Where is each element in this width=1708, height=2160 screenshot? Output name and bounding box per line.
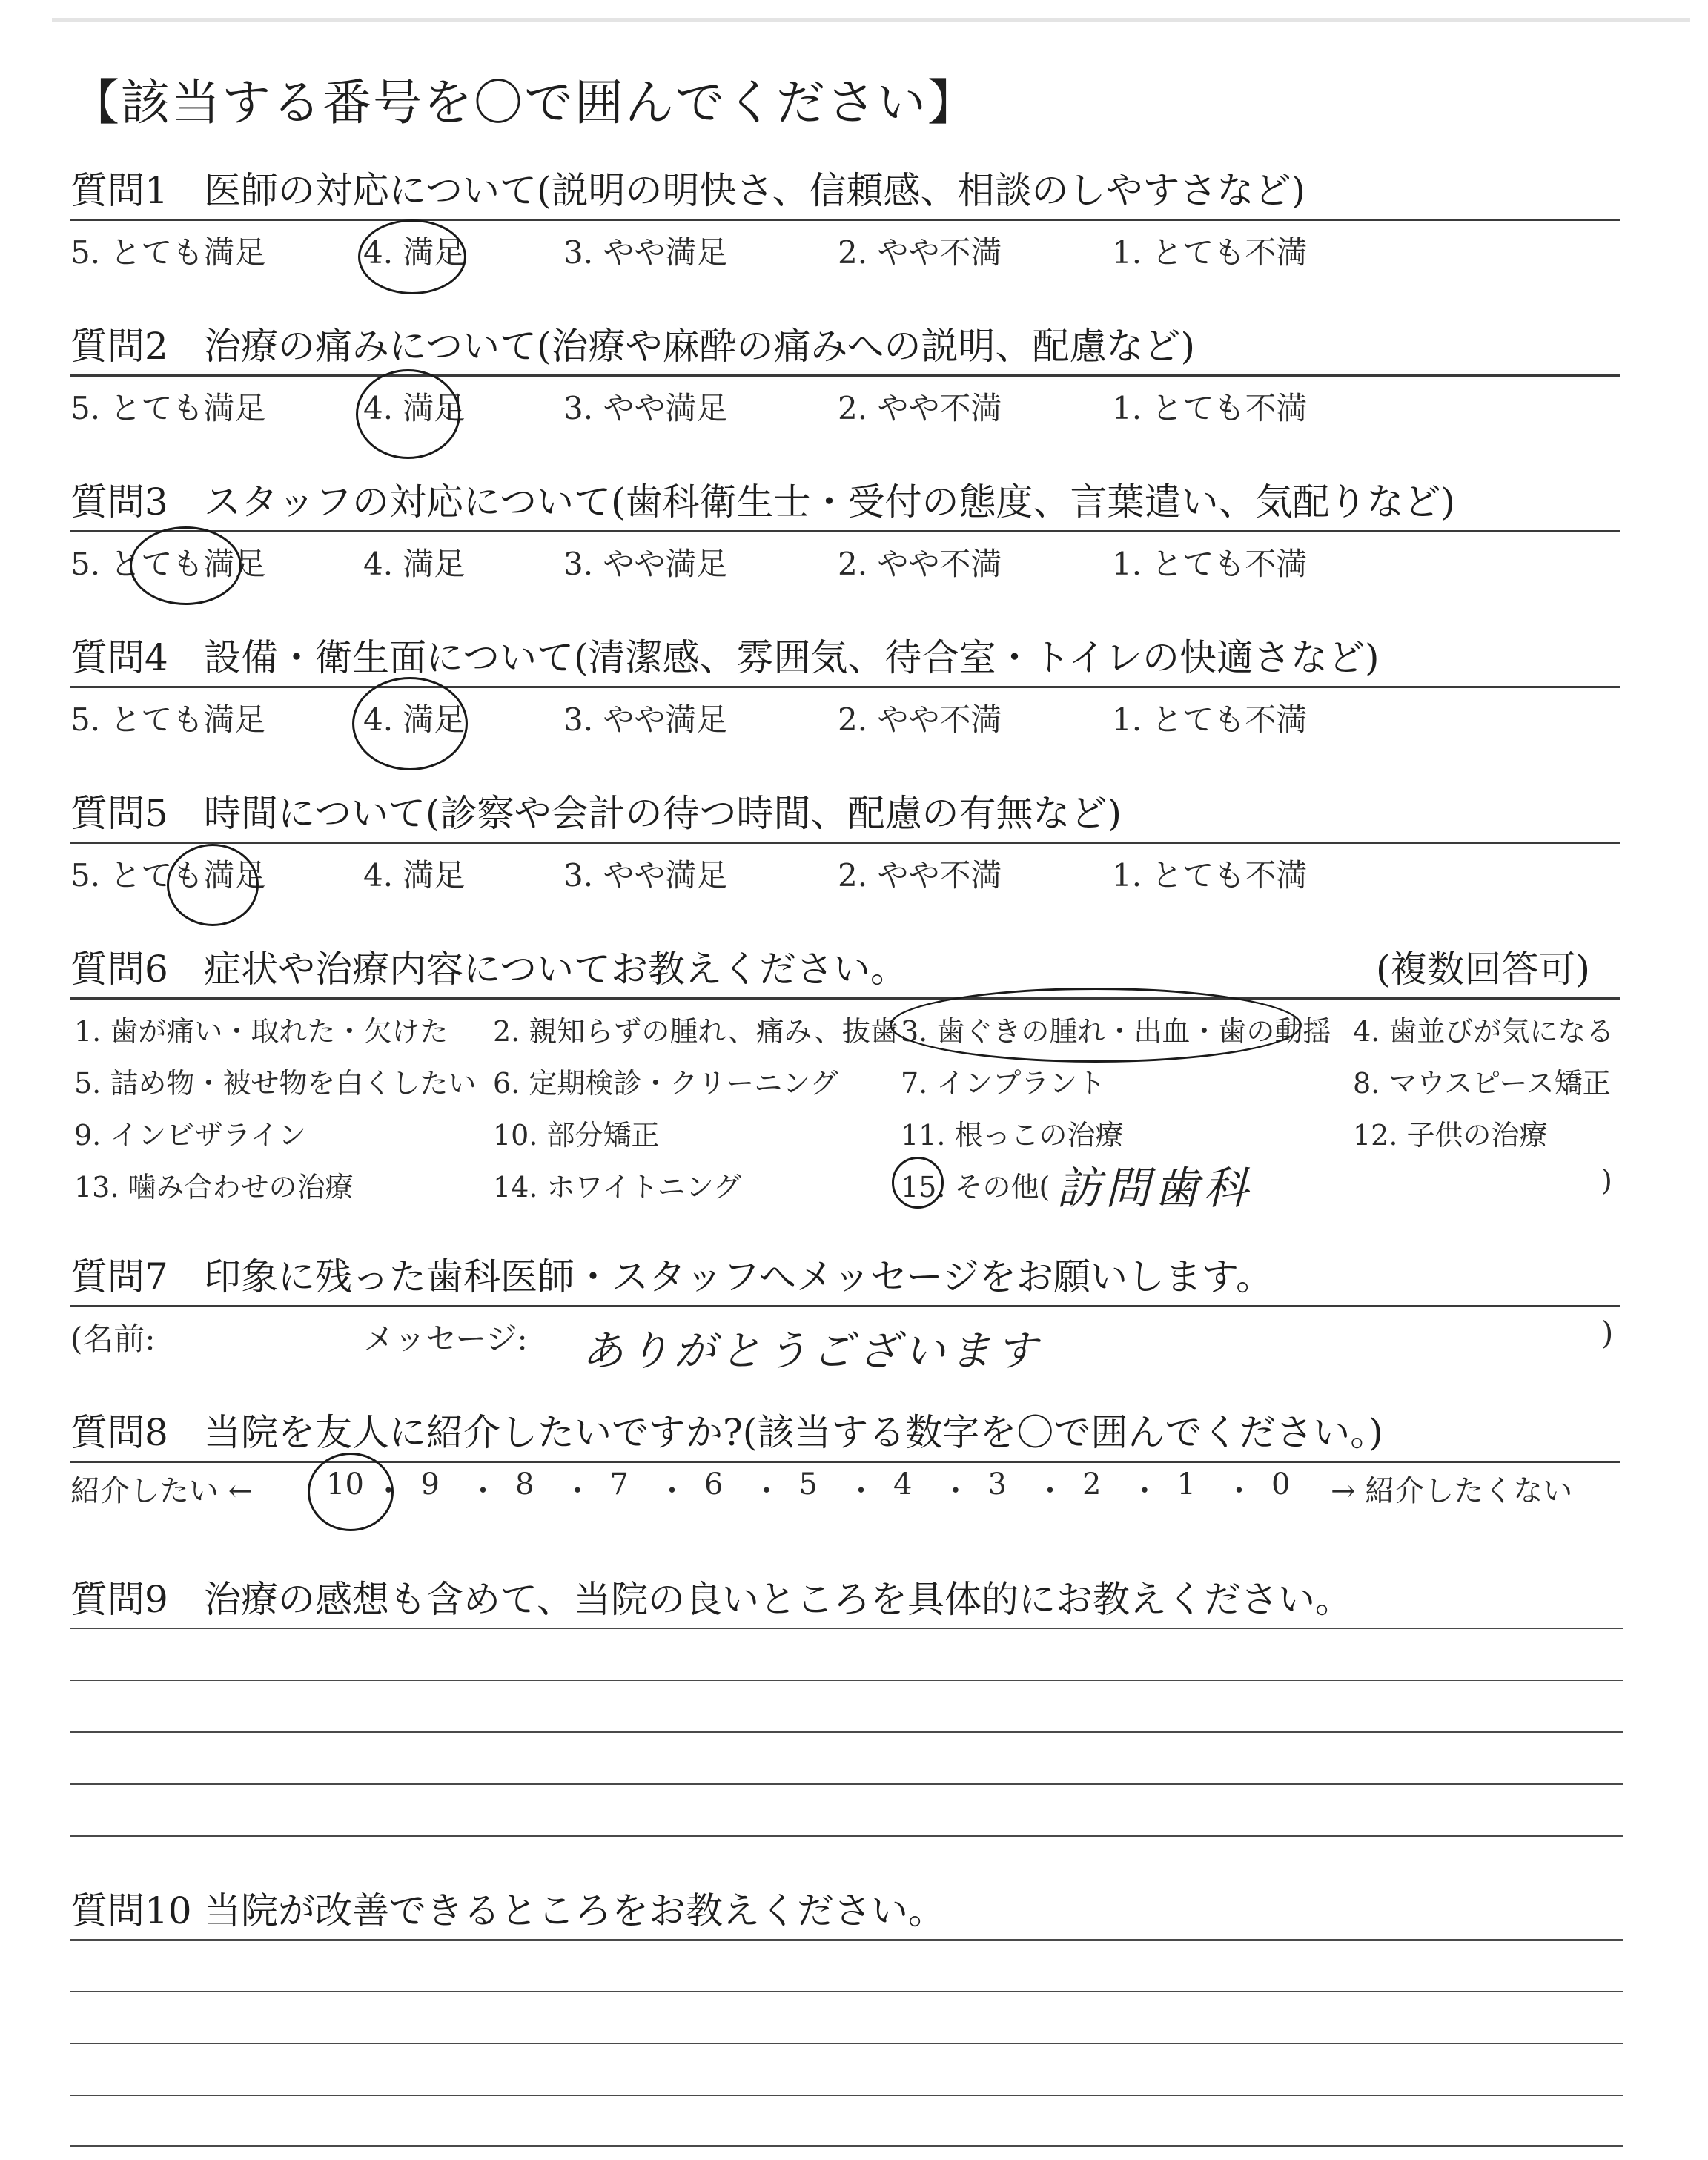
question-4 <box>70 634 1620 740</box>
answer-line[interactable] <box>70 2043 1623 2044</box>
other-close-paren: ) <box>1601 1164 1612 1197</box>
question-number: 質問9 <box>70 1578 168 1621</box>
answer-line[interactable] <box>70 1939 1623 1941</box>
option-5[interactable]: 5. とても満足 <box>70 546 266 582</box>
symptom-option-4[interactable]: 4. 歯並びが気になる <box>1353 1015 1615 1048</box>
message-row <box>70 1315 1620 1381</box>
question-title: 当院が改善できるところをお教えください。 <box>204 1889 945 1932</box>
option-4[interactable]: 4. 満足 <box>363 234 466 271</box>
option-2[interactable]: 2. やや不満 <box>838 701 1002 738</box>
scale-separator: ・ <box>1035 1474 1065 1508</box>
scale-left-label: 紹介したい ← <box>70 1474 254 1508</box>
option-2[interactable]: 2. やや不満 <box>838 857 1002 894</box>
scale-separator: ・ <box>1224 1474 1254 1508</box>
question-number: 質問10 <box>70 1889 192 1932</box>
question-3 <box>70 478 1620 584</box>
scale-separator: ・ <box>846 1474 876 1508</box>
message-label: メッセージ: <box>363 1321 528 1357</box>
option-5[interactable]: 5. とても満足 <box>70 857 266 894</box>
option-5[interactable]: 5. とても満足 <box>70 390 266 426</box>
question-number: 質問6 <box>70 948 168 991</box>
symptom-option-2[interactable]: 2. 親知らずの腫れ、痛み、抜歯 <box>493 1015 898 1048</box>
question-title: 治療の痛みについて(治療や麻酔の痛みへの説明、配慮など) <box>204 325 1196 368</box>
symptom-option-11[interactable]: 11. 根っこの治療 <box>901 1119 1124 1152</box>
question-rule <box>70 842 1620 844</box>
symptom-option-6[interactable]: 6. 定期検診・クリーニング <box>493 1067 838 1100</box>
question-title: スタッフの対応について(歯科衛生士・受付の態度、言葉遣い、気配りなど) <box>204 480 1456 524</box>
rating-options <box>70 540 1620 584</box>
question-6 <box>70 945 1620 1223</box>
option-5[interactable]: 5. とても満足 <box>70 701 266 738</box>
question-number: 質問1 <box>70 169 168 212</box>
multiple-answer-note: (複数回答可) <box>1375 948 1590 991</box>
option-1[interactable]: 1. とても不満 <box>1112 701 1308 738</box>
scale-value-10[interactable]: 10 <box>326 1467 364 1502</box>
scale-value-3[interactable]: 3 <box>987 1467 1007 1502</box>
question-5 <box>70 790 1620 896</box>
option-3[interactable]: 3. やや満足 <box>563 234 728 271</box>
scale-value-9[interactable]: 9 <box>420 1467 440 1502</box>
scale-value-1[interactable]: 1 <box>1176 1467 1196 1502</box>
option-4[interactable]: 4. 満足 <box>363 701 466 738</box>
rating-options <box>70 384 1620 429</box>
answer-line[interactable] <box>70 1628 1623 1629</box>
option-1[interactable]: 1. とても不満 <box>1112 546 1308 582</box>
question-title: 症状や治療内容についてお教えください。 <box>204 948 907 991</box>
answer-line[interactable] <box>70 2095 1623 2096</box>
option-3[interactable]: 3. やや満足 <box>563 546 728 582</box>
option-3[interactable]: 3. やや満足 <box>563 701 728 738</box>
option-4[interactable]: 4. 満足 <box>363 546 466 582</box>
question-title: 治療の感想も含めて、当院の良いところを具体的にお教えください。 <box>204 1578 1352 1621</box>
option-1[interactable]: 1. とても不満 <box>1112 390 1308 426</box>
question-7 <box>70 1253 1620 1381</box>
scale-value-0[interactable]: 0 <box>1271 1467 1291 1502</box>
option-1[interactable]: 1. とても不満 <box>1112 857 1308 894</box>
question-1 <box>70 167 1620 273</box>
symptom-option-14[interactable]: 14. ホワイトニング <box>493 1171 742 1203</box>
other-handwritten-text[interactable]: 訪問歯科 <box>1056 1163 1252 1215</box>
scale-value-4[interactable]: 4 <box>893 1467 913 1502</box>
rating-options <box>70 696 1620 740</box>
top-rule <box>52 18 1690 22</box>
symptom-option-5[interactable]: 5. 詰め物・被せ物を白くしたい <box>74 1067 477 1100</box>
symptom-option-10[interactable]: 10. 部分矯正 <box>493 1119 660 1152</box>
question-rule <box>70 686 1620 688</box>
question-8 <box>70 1409 1620 1515</box>
option-4[interactable]: 4. 満足 <box>363 857 466 894</box>
scale-separator: ・ <box>374 1474 403 1508</box>
symptom-option-15[interactable]: 15. その他( <box>901 1171 1050 1203</box>
symptom-option-9[interactable]: 9. インビザライン <box>74 1119 307 1152</box>
symptom-option-8[interactable]: 8. マウスピース矯正 <box>1353 1067 1611 1100</box>
question-2 <box>70 323 1620 429</box>
scale-separator: ・ <box>468 1474 498 1508</box>
question-10 <box>70 1887 1620 1935</box>
question-rule <box>70 997 1620 1000</box>
scale-separator: ・ <box>752 1474 781 1508</box>
answer-line[interactable] <box>70 1680 1623 1681</box>
scale-separator: ・ <box>1130 1474 1159 1508</box>
option-1[interactable]: 1. とても不満 <box>1112 234 1308 271</box>
scale-separator: ・ <box>941 1474 970 1508</box>
scale-value-2[interactable]: 2 <box>1082 1467 1102 1502</box>
option-3[interactable]: 3. やや満足 <box>563 390 728 426</box>
question-rule <box>70 374 1620 377</box>
question-title: 印象に残った歯科医師・スタッフへメッセージをお願いします。 <box>204 1255 1273 1298</box>
option-2[interactable]: 2. やや不満 <box>838 234 1002 271</box>
question-number: 質問8 <box>70 1411 168 1454</box>
scale-value-7[interactable]: 7 <box>609 1467 629 1502</box>
message-close-paren: ) <box>1601 1315 1614 1351</box>
symptom-option-1[interactable]: 1. 歯が痛い・取れた・欠けた <box>74 1015 448 1048</box>
question-rule <box>70 1461 1620 1463</box>
question-rule <box>70 1305 1620 1307</box>
question-number: 質問5 <box>70 792 168 835</box>
question-title: 医師の対応について(説明の明快さ、信頼感、相談のしやすさなど) <box>204 169 1306 212</box>
rating-options <box>70 851 1620 896</box>
scale-value-5[interactable]: 5 <box>798 1467 818 1502</box>
option-4[interactable]: 4. 満足 <box>363 390 466 426</box>
scale-right-label: → 紹介したくない <box>1331 1474 1573 1508</box>
scale-separator: ・ <box>563 1474 592 1508</box>
rating-options <box>70 228 1620 273</box>
question-number: 質問3 <box>70 480 168 524</box>
question-rule <box>70 530 1620 532</box>
option-5[interactable]: 5. とても満足 <box>70 234 266 271</box>
form-header: 【該当する番号を〇で囲んでください】 <box>70 74 978 131</box>
symptom-option-12[interactable]: 12. 子供の治療 <box>1353 1119 1548 1152</box>
question-number: 質問7 <box>70 1255 168 1298</box>
question-9 <box>70 1576 1620 1623</box>
question-title: 当院を友人に紹介したいですか?(該当する数字を〇で囲んでください。) <box>204 1411 1383 1454</box>
scale-value-6[interactable]: 6 <box>704 1467 724 1502</box>
scale-separator: ・ <box>657 1474 687 1508</box>
recommend-scale <box>70 1467 1620 1515</box>
message-handwritten-text[interactable]: ありがとうございます <box>582 1327 1042 1375</box>
question-number: 質問4 <box>70 636 168 679</box>
answer-line[interactable] <box>70 1783 1623 1785</box>
question-title: 時間について(診察や会計の待つ時間、配慮の有無など) <box>204 792 1122 835</box>
question-number: 質問2 <box>70 325 168 368</box>
scale-value-8[interactable]: 8 <box>515 1467 534 1502</box>
name-label: (名前: <box>70 1321 156 1357</box>
question-rule <box>70 219 1620 221</box>
symptom-option-13[interactable]: 13. 噛み合わせの治療 <box>74 1171 354 1203</box>
answer-line[interactable] <box>70 1835 1623 1837</box>
option-2[interactable]: 2. やや不満 <box>838 546 1002 582</box>
option-2[interactable]: 2. やや不満 <box>838 390 1002 426</box>
answer-line[interactable] <box>70 1991 1623 1992</box>
question-title: 設備・衛生面について(清潔感、雰囲気、待合室・トイレの快適さなど) <box>204 636 1380 679</box>
answer-line[interactable] <box>70 2145 1623 2147</box>
symptom-option-7[interactable]: 7. インプラント <box>901 1067 1106 1100</box>
option-3[interactable]: 3. やや満足 <box>563 857 728 894</box>
symptom-options <box>70 1008 1620 1223</box>
symptom-option-3[interactable]: 3. 歯ぐきの腫れ・出血・歯の動揺 <box>901 1015 1331 1048</box>
answer-line[interactable] <box>70 1731 1623 1733</box>
